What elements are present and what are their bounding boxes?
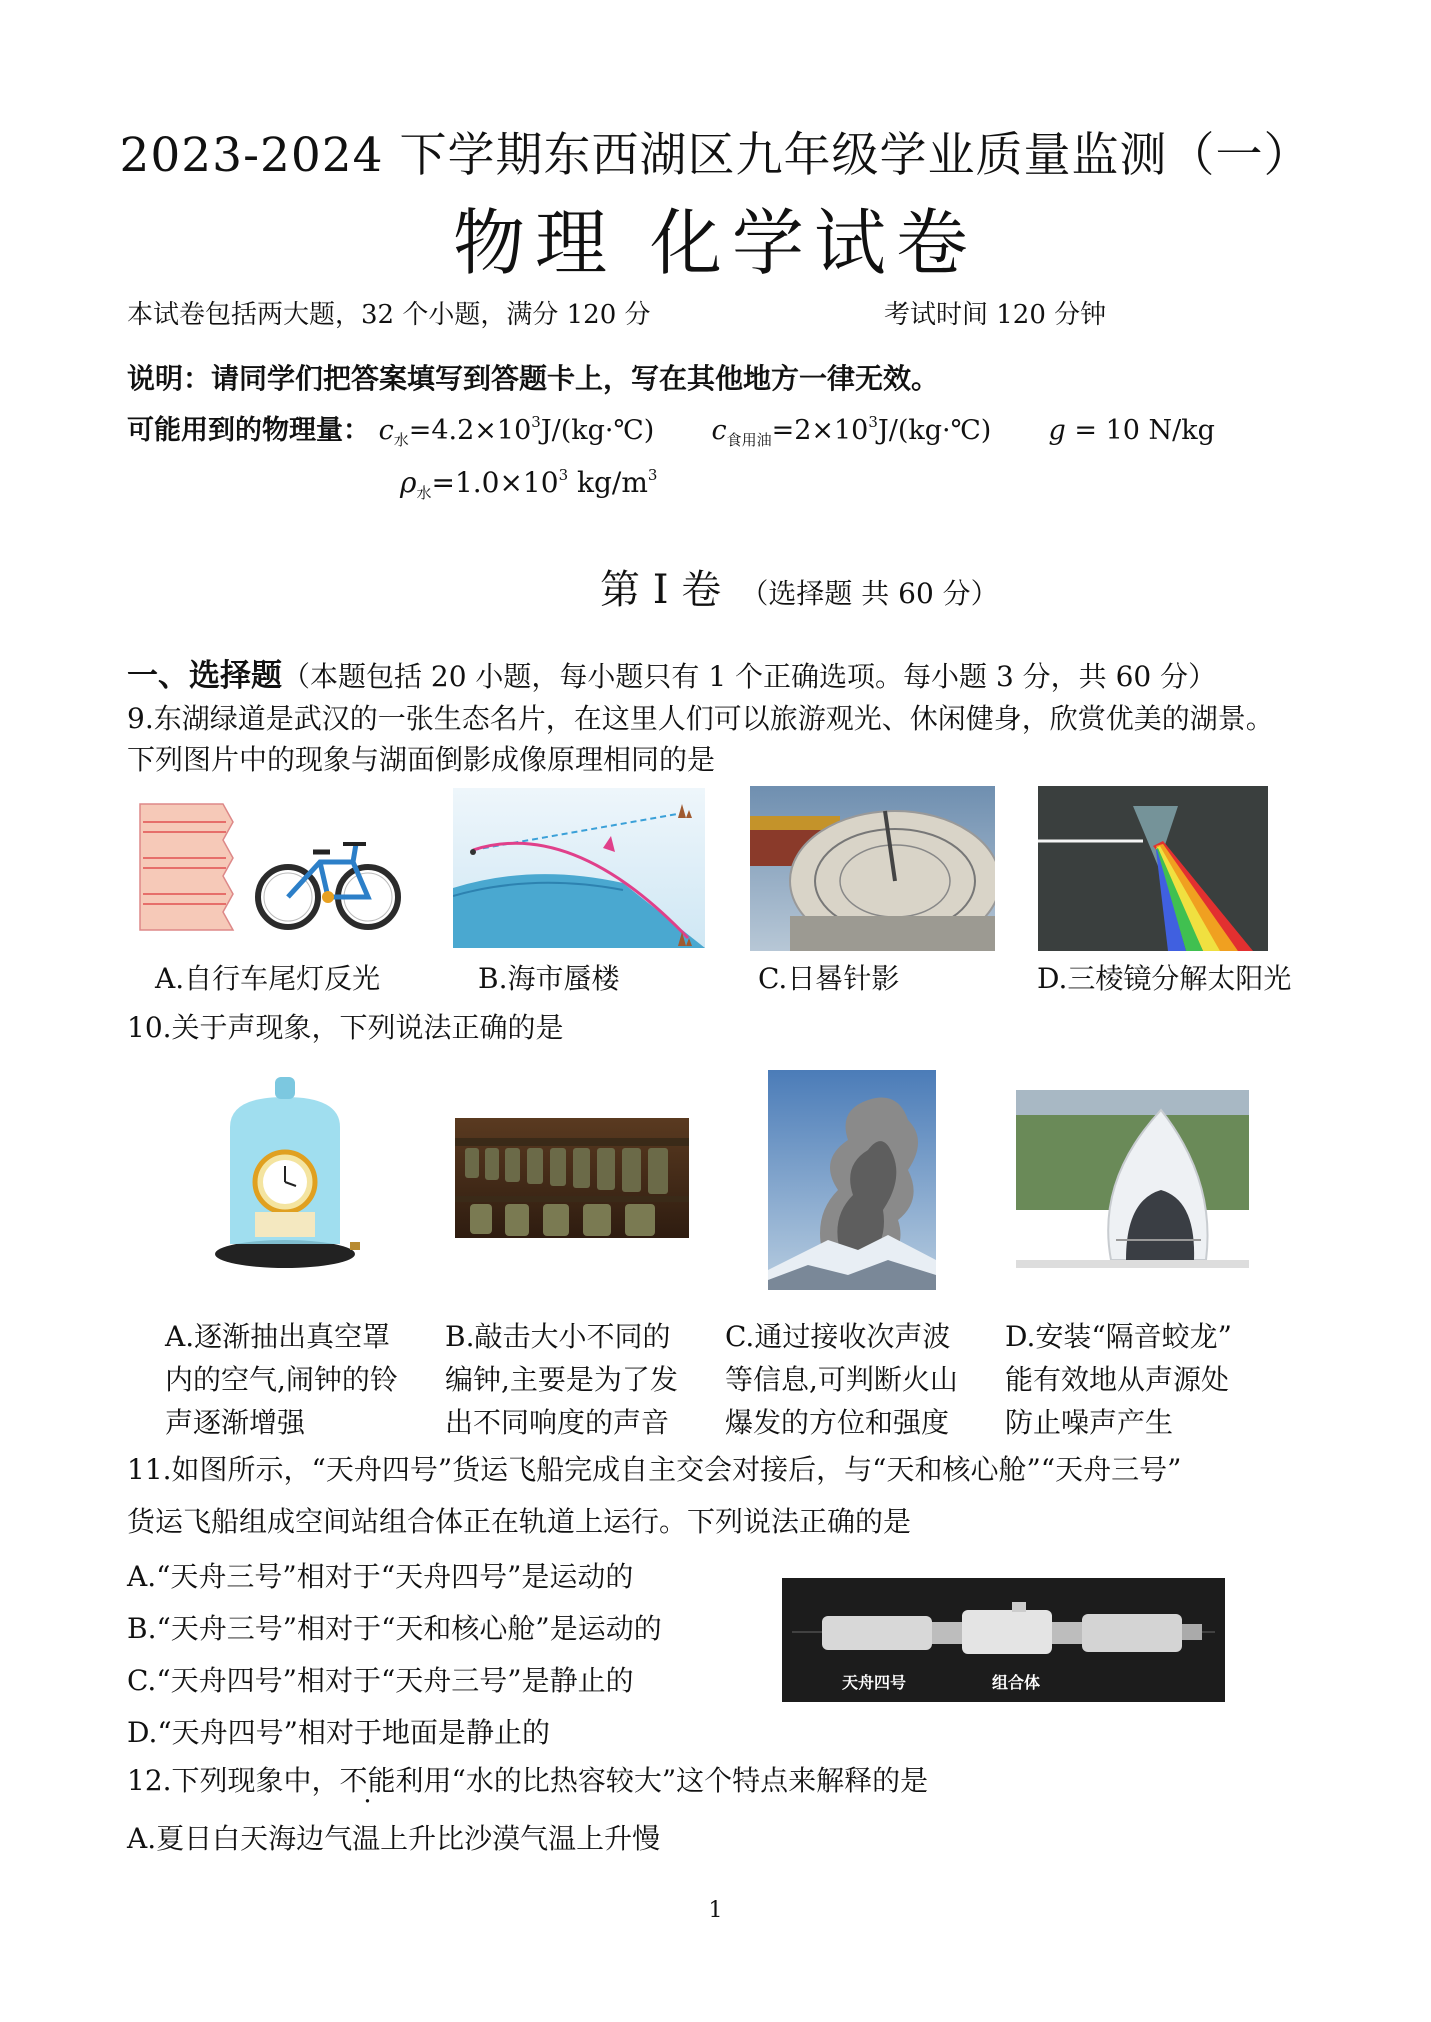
q9-image-mirage bbox=[453, 788, 705, 948]
g-symbol: g bbox=[1048, 415, 1066, 446]
q10-option-a-line1: A.逐渐抽出真空罩 bbox=[165, 1320, 391, 1353]
q10-image-bell-jar bbox=[210, 1072, 360, 1272]
q11-option-c: C.“天舟四号”相对于“天舟三号”是静止的 bbox=[127, 1664, 634, 1697]
q9-image-prism bbox=[1038, 786, 1268, 951]
c-oil-sub: 食用油 bbox=[726, 431, 772, 449]
q9-image-sundial bbox=[750, 786, 995, 951]
q9-line2: 下列图片中的现象与湖面倒影成像原理相同的是 bbox=[127, 743, 716, 776]
part-title: 第 I 卷 bbox=[600, 567, 722, 613]
rho-value: =1.0×10 bbox=[431, 466, 559, 499]
c-oil-exp: 3 bbox=[868, 413, 878, 431]
space-label-tianzhou4: 天舟四号 bbox=[842, 1673, 907, 1692]
c-water-value: =4.2×10 bbox=[408, 415, 532, 446]
q11-line2: 货运飞船组成空间站组合体正在轨道上运行。下列说法正确的是 bbox=[127, 1505, 912, 1538]
rho-exp: 3 bbox=[558, 466, 569, 484]
q10-option-d-line1: D.安装“隔音蛟龙” bbox=[1005, 1320, 1232, 1353]
subject-title: 物理 化学试卷 bbox=[453, 201, 978, 285]
c-water-symbol: c bbox=[378, 415, 394, 446]
q12-stem bbox=[127, 1759, 928, 1799]
note-text: 请同学们把答案填写到答题卡上，写在其他地方一律无效。 bbox=[211, 362, 940, 395]
part-heading bbox=[600, 558, 999, 615]
q10-option-c-line3: 爆发的方位和强度 bbox=[725, 1406, 950, 1439]
q10-option-c-line2: 等信息,可判断火山 bbox=[725, 1363, 958, 1396]
q12-suffix: 利用“水的比热容较大”这个特点来解释的是 bbox=[395, 1764, 929, 1797]
q10-image-tunnel bbox=[1016, 1090, 1249, 1268]
exam-title: 2023-2024 下学期东西湖区九年级学业质量监测（一） bbox=[119, 128, 1312, 183]
c-water-unit: J/(kg·℃) bbox=[540, 415, 655, 446]
instruction-note bbox=[127, 357, 939, 397]
q10-option-a-line3: 声逐渐增强 bbox=[165, 1406, 306, 1439]
q10-option-b bbox=[445, 1315, 678, 1444]
q10-image-bianzhong bbox=[455, 1118, 689, 1238]
c-oil-symbol: c bbox=[711, 415, 727, 446]
q12-prefix: 12.下列现象中， bbox=[127, 1764, 340, 1797]
q10-option-b-line1: B.敲击大小不同的 bbox=[445, 1320, 671, 1353]
note-label: 说明： bbox=[127, 362, 212, 395]
q10-option-a-line2: 内的空气,闹钟的铃 bbox=[165, 1363, 398, 1396]
q12-emphasis: 不能 bbox=[339, 1764, 396, 1797]
constants-label: 可能用到的物理量： bbox=[127, 415, 370, 446]
q10-option-c bbox=[725, 1315, 958, 1444]
part-subtitle: （选择题 共 60 分） bbox=[740, 577, 999, 610]
q10-option-b-line2: 编钟,主要是为了发 bbox=[445, 1363, 678, 1396]
q10-option-c-line1: C.通过接收次声波 bbox=[725, 1320, 951, 1353]
rho-constant bbox=[400, 466, 657, 503]
q11-option-a: A.“天舟三号”相对于“天舟四号”是运动的 bbox=[127, 1560, 634, 1593]
c-water-sub: 水 bbox=[393, 431, 409, 449]
q9-option-a: A.自行车尾灯反光 bbox=[155, 962, 381, 995]
rho-sub: 水 bbox=[416, 484, 432, 502]
q11-image-space-station bbox=[782, 1578, 1225, 1702]
q9-image-bicycle bbox=[138, 802, 408, 937]
rho-symbol: ρ bbox=[400, 466, 417, 499]
q10-option-d-line3: 防止噪声产生 bbox=[1005, 1406, 1174, 1439]
section-heading bbox=[127, 650, 1216, 695]
q10-option-d bbox=[1005, 1315, 1232, 1444]
q10-option-d-line2: 能有效地从声源处 bbox=[1005, 1363, 1230, 1396]
page-number: 1 bbox=[708, 1898, 723, 1923]
space-label-combo: 组合体 bbox=[992, 1673, 1041, 1692]
q9-option-c: C.日晷针影 bbox=[758, 962, 900, 995]
rho-unit-exp: 3 bbox=[647, 466, 658, 484]
exam-summary: 本试卷包括两大题，32 个小题，满分 120 分 bbox=[127, 300, 651, 330]
q12-option-a: A.夏日白天海边气温上升比沙漠气温上升慢 bbox=[127, 1822, 661, 1855]
constants-line bbox=[127, 408, 1215, 450]
exam-time: 考试时间 120 分钟 bbox=[884, 300, 1107, 330]
q9-option-b: B.海市蜃楼 bbox=[478, 962, 620, 995]
c-oil-value: =2×10 bbox=[771, 415, 869, 446]
q10-option-b-line3: 出不同响度的声音 bbox=[445, 1406, 670, 1439]
q9-option-d: D.三棱镜分解太阳光 bbox=[1037, 962, 1292, 995]
q11-line1: 11.如图所示，“天舟四号”货运飞船完成自主交会对接后，与“天和核心舱”“天舟三号” bbox=[127, 1453, 1182, 1486]
q10-image-volcano bbox=[768, 1070, 936, 1290]
section-desc: （本题包括 20 小题，每小题只有 1 个正确选项。每小题 3 分，共 60 分） bbox=[282, 660, 1217, 693]
rho-unit: kg/m bbox=[568, 466, 648, 499]
c-oil-unit: J/(kg·℃) bbox=[877, 415, 992, 446]
section-label: 一、选择题 bbox=[127, 658, 282, 694]
q10-stem: 10.关于声现象，下列说法正确的是 bbox=[127, 1011, 564, 1044]
q9-line1: 9.东湖绿道是武汉的一张生态名片，在这里人们可以旅游观光、休闲健身，欣赏优美的湖景。 bbox=[127, 702, 1274, 735]
g-value: = 10 N/kg bbox=[1065, 415, 1215, 446]
q10-option-a bbox=[165, 1315, 398, 1444]
q11-option-b: B.“天舟三号”相对于“天和核心舱”是运动的 bbox=[127, 1612, 662, 1645]
c-water-exp: 3 bbox=[531, 413, 541, 431]
q11-option-d: D.“天舟四号”相对于地面是静止的 bbox=[127, 1716, 550, 1749]
